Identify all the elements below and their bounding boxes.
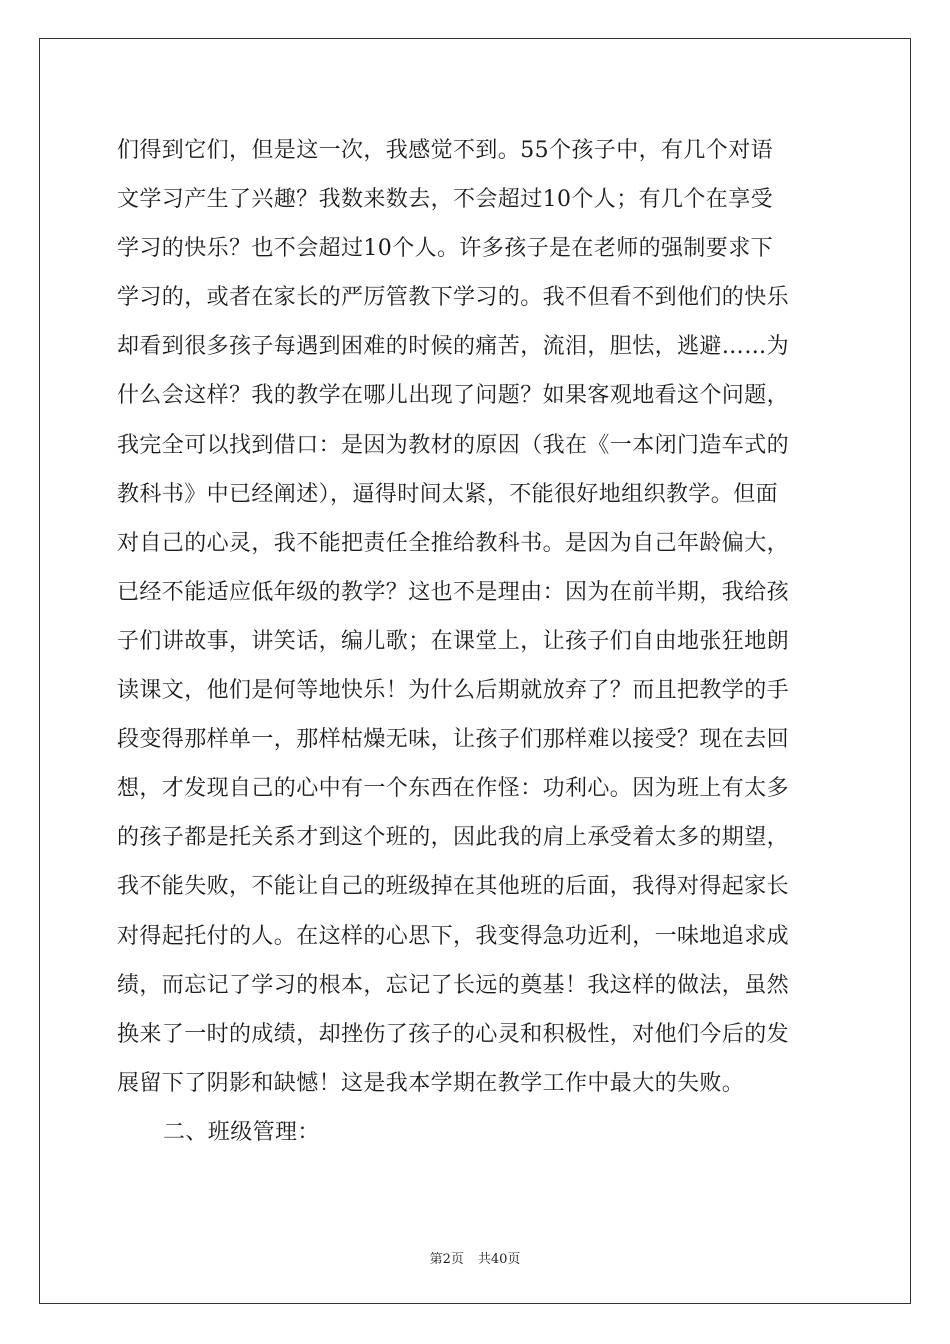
body-line: 学习的快乐？也不会超过10个人。许多孩子是在老师的强制要求下 [117,236,773,262]
body-line: 段变得那样单一，那样枯燥无味，让孩子们那样难以接受？现在去回 [117,727,790,753]
body-line: 对自己的心灵，我不能把责任全推给教科书。是因为自己年龄偏大， [117,530,790,556]
body-line: 文学习产生了兴趣？我数来数去，不会超过10个人；有几个在享受 [117,187,773,213]
section-heading: 二、班级管理： [163,1119,320,1145]
document-body [117,126,837,1157]
page-number: 第2页 [429,1252,464,1267]
body-line: 对得起托付的人。在这样的心思下，我变得急功近利，一味地追求成 [117,923,790,949]
body-line: 换来了一时的成绩，却挫伤了孩子的心灵和积极性，对他们今后的发 [117,1021,790,1047]
body-line: 我完全可以找到借口：是因为教材的原因（我在《一本闭门造车式的 [117,432,790,458]
body-line: 子们讲故事，讲笑话，编儿歌；在课堂上，让孩子们自由地张狂地朗 [117,628,790,654]
body-line: 教科书》中已经阐述），逼得时间太紧，不能很好地组织教学。但面 [117,481,779,507]
body-line: 绩，而忘记了学习的根本，忘记了长远的奠基！我这样的做法，虽然 [117,972,790,998]
body-line: 读课文，他们是何等地快乐！为什么后期就放弃了？而且把教学的手 [117,678,790,704]
body-line: 的孩子都是托关系才到这个班的，因此我的肩上承受着太多的期望， [117,825,790,851]
body-line: 学习的，或者在家长的严厉管教下学习的。我不但看不到他们的快乐 [117,285,790,311]
body-line: 展留下了阴影和缺憾！这是我本学期在教学工作中最大的失败。 [117,1070,745,1096]
body-line: 什么会这样？我的教学在哪儿出现了问题？如果客观地看这个问题， [117,383,790,409]
total-pages: 共40页 [477,1252,521,1267]
body-line: 我不能失败，不能让自己的班级掉在其他班的后面，我得对得起家长 [117,874,790,900]
body-line: 却看到很多孩子每遇到困难的时候的痛苦，流泪，胆怯，逃避……为 [117,334,790,360]
body-line: 已经不能适应低年级的教学？这也不是理由：因为在前半期，我给孩 [117,579,790,605]
body-line: 想，才发现自己的心中有一个东西在作怪：功利心。因为班上有太多 [117,776,790,802]
page-footer [0,1248,950,1267]
body-line: 们得到它们，但是这一次，我感觉不到。55个孩子中，有几个对语 [117,138,773,163]
